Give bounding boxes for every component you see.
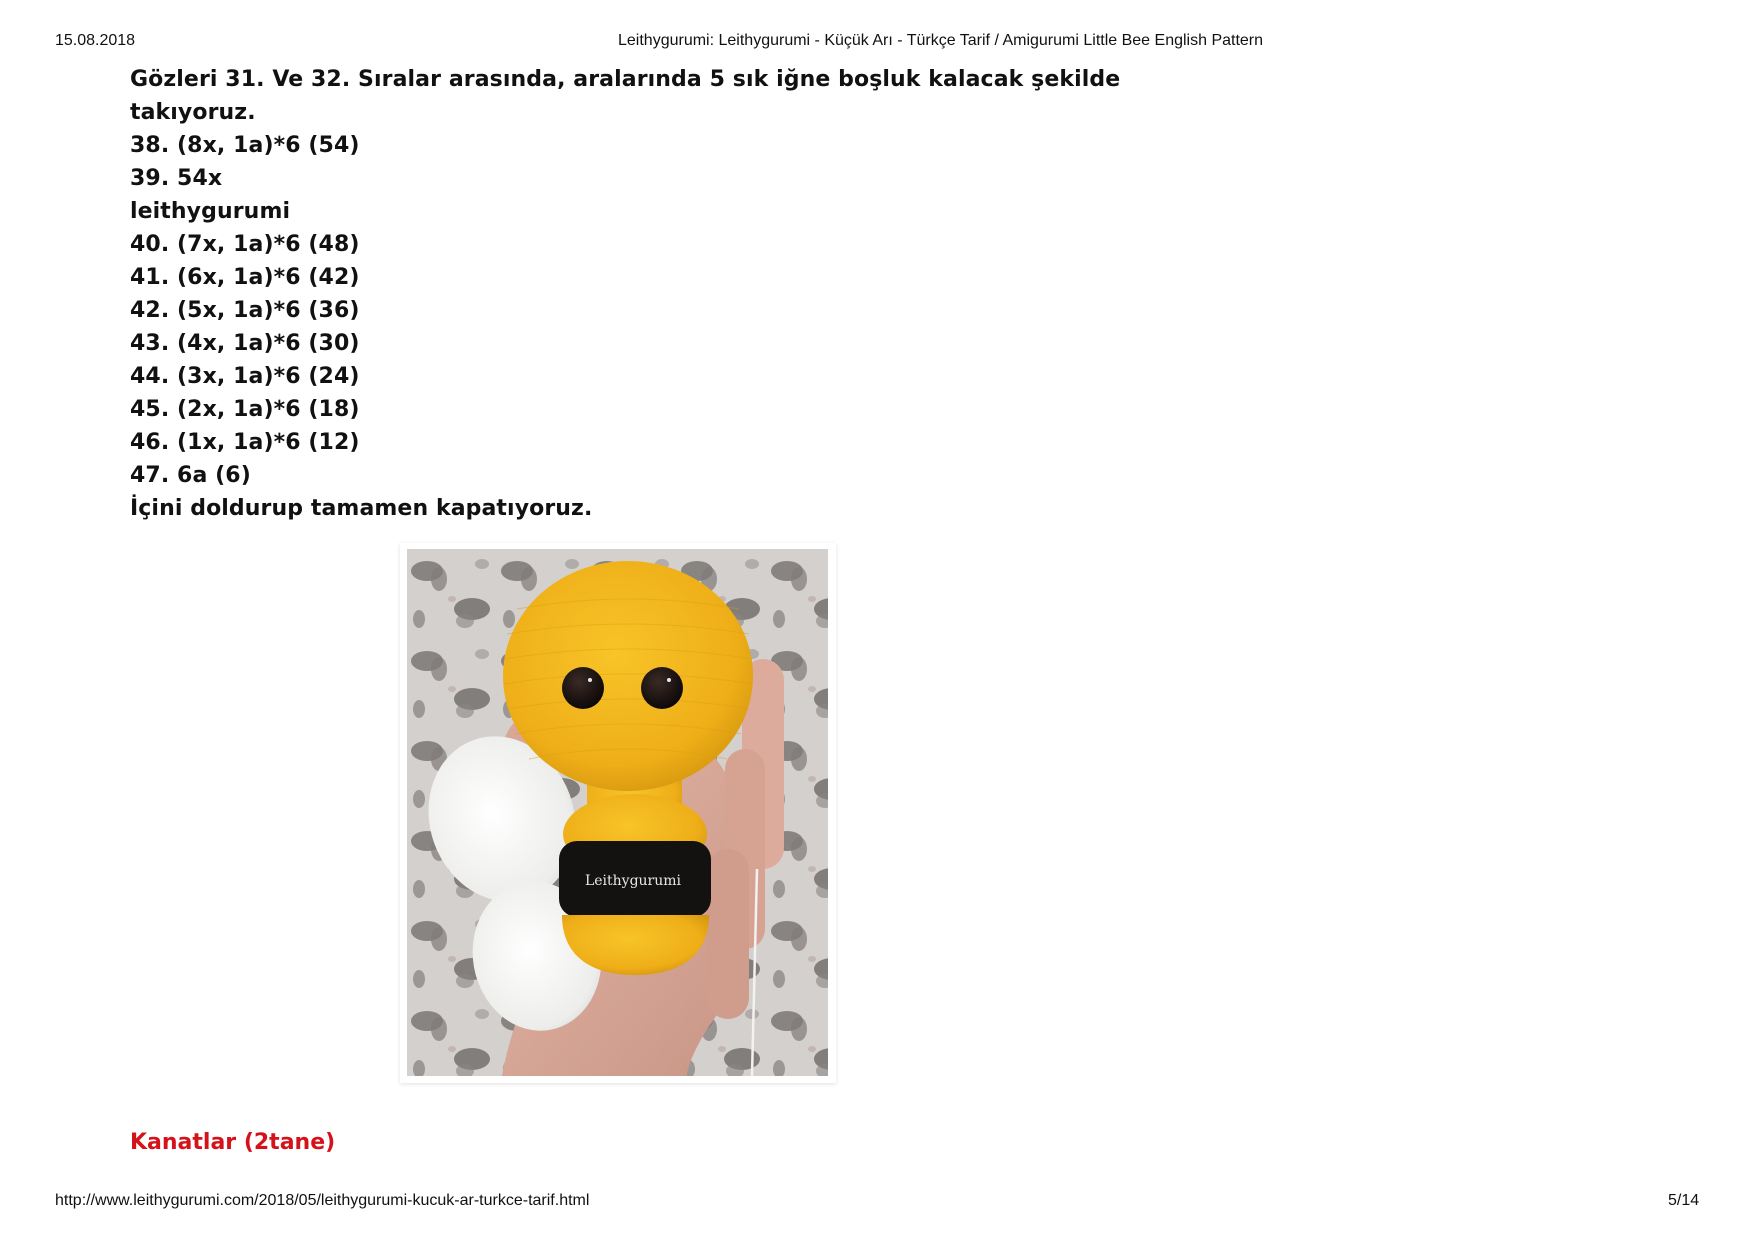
pattern-instructions (130, 63, 1120, 525)
bee-photo-frame (400, 543, 836, 1083)
instruction-line: 40. (7x, 1a)*6 (48) (130, 232, 360, 257)
instruction-line: 39. 54x (130, 166, 223, 191)
instruction-line: 44. (3x, 1a)*6 (24) (130, 364, 360, 389)
instruction-line: 45. (2x, 1a)*6 (18) (130, 397, 360, 422)
hand-finger (707, 849, 749, 1019)
instruction-line: 41. (6x, 1a)*6 (42) (130, 265, 360, 290)
print-page-title: Leithygurumi: Leithygurumi - Küçük Arı - Türkçe Tarif / Amigurumi Little Bee English Pattern (618, 32, 1264, 49)
section-heading-wings: Kanatlar (2tane) (130, 1130, 336, 1155)
instruction-line: leithygurumi (130, 199, 291, 224)
instruction-line: Gözleri 31. Ve 32. Sıralar arasında, aralarında 5 sık iğne boşluk kalacak şekilde (130, 67, 1121, 92)
bee-eye-right (641, 667, 683, 709)
instruction-line: 42. (5x, 1a)*6 (36) (130, 298, 360, 323)
eye-highlight (667, 678, 671, 682)
bee-photo (407, 549, 828, 1076)
print-date: 15.08.2018 (55, 32, 136, 49)
instruction-line: 46. (1x, 1a)*6 (12) (130, 430, 360, 455)
instruction-line: 43. (4x, 1a)*6 (30) (130, 331, 360, 356)
instruction-line: 38. (8x, 1a)*6 (54) (130, 133, 360, 158)
eye-highlight (588, 678, 592, 682)
instruction-line: İçini doldurup tamamen kapatıyoruz. (130, 496, 593, 521)
bee-eye-left (562, 667, 604, 709)
instruction-line: 47. 6a (6) (130, 463, 251, 488)
print-url: http://www.leithygurumi.com/2018/05/leithygurumi-kucuk-ar-turkce-tarif.html (55, 1192, 590, 1209)
page-number: 5/14 (1668, 1192, 1700, 1209)
bee-watermark: Leithygurumi (584, 873, 682, 889)
instruction-line: takıyoruz. (130, 100, 256, 125)
